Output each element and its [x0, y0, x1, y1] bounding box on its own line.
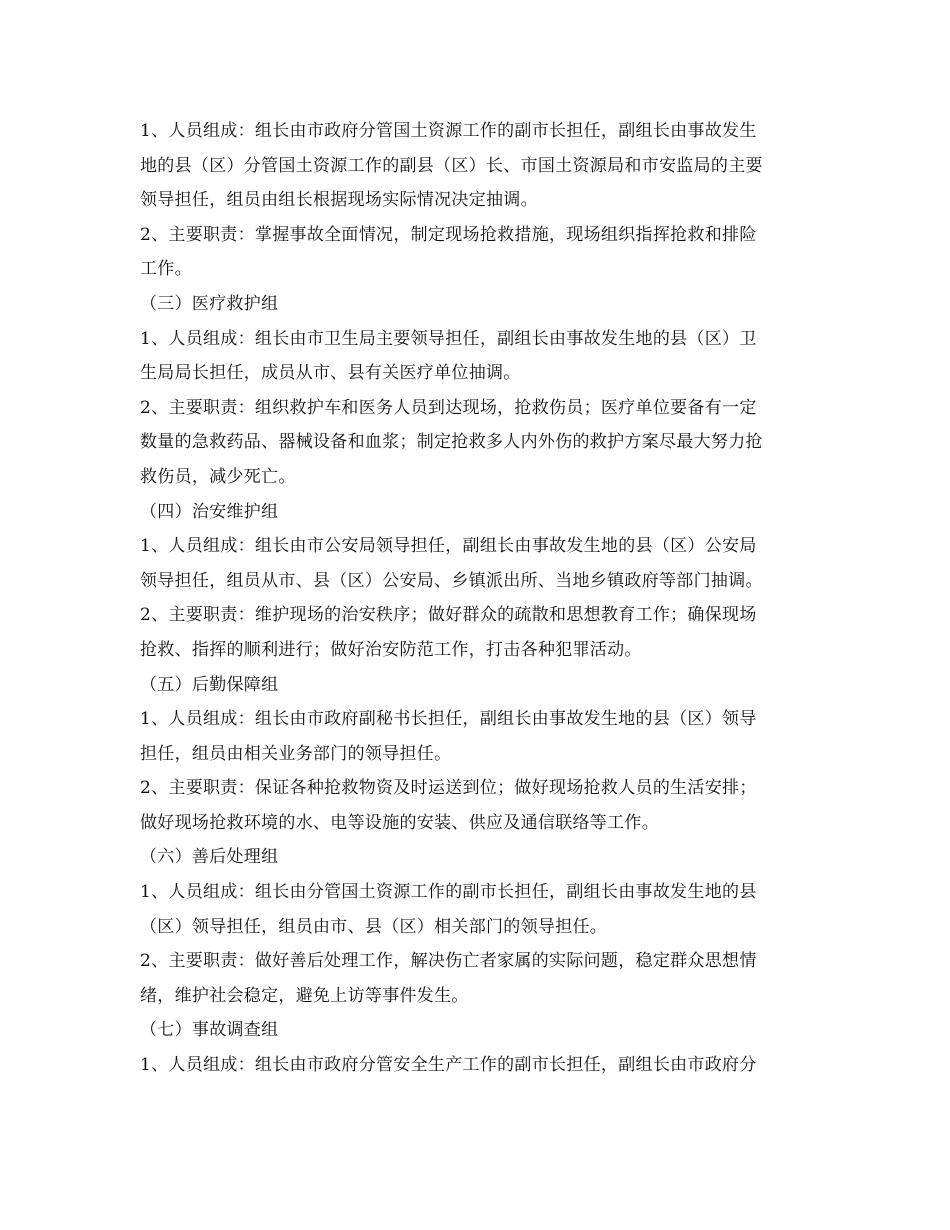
- paragraph-line: 1、人员组成：组长由市政府分管安全生产工作的副市长担任，副组长由市政府分: [140, 1055, 757, 1076]
- paragraph-line: 数量的急救药品、器械设备和血浆；制定抢救多人内外伤的救护方案尽最大努力抢: [140, 432, 763, 453]
- paragraph-line: 2、主要职责：维护现场的治安秩序；做好群众的疏散和思想教育工作；确保现场: [140, 605, 757, 626]
- paragraph-line: 2、主要职责：做好善后处理工作，解决伤亡者家属的实际问题，稳定群众思想情: [140, 951, 757, 972]
- paragraph-line: 2、主要职责：组织救护车和医务人员到达现场，抢救伤员；医疗单位要备有一定: [140, 397, 757, 418]
- paragraph-line: 领导担任，组员从市、县（区）公安局、乡镇派出所、当地乡镇政府等部门抽调。: [140, 570, 763, 591]
- paragraph-line: 生局局长担任，成员从市、县有关医疗单位抽调。: [140, 363, 521, 384]
- paragraph-line: 2、主要职责：保证各种抢救物资及时运送到位；做好现场抢救人员的生活安排；: [140, 778, 757, 799]
- paragraph-line: 抢救、指挥的顺利进行；做好治安防范工作，打击各种犯罪活动。: [140, 639, 642, 660]
- paragraph-line: 2、主要职责：掌握事故全面情况，制定现场抢救措施，现场组织指挥抢救和排险: [140, 224, 757, 245]
- section-heading: （三）医疗救护组: [140, 293, 279, 314]
- paragraph-line: 担任，组员由相关业务部门的领导担任。: [140, 743, 452, 764]
- paragraph-line: 绪，维护社会稳定，避免上访等事件发生。: [140, 985, 469, 1006]
- paragraph-line: 1、人员组成：组长由市卫生局主要领导担任，副组长由事故发生地的县（区）卫: [140, 328, 757, 349]
- paragraph-line: 领导担任，组员由组长根据现场实际情况决定抽调。: [140, 190, 538, 211]
- section-heading: （六）善后处理组: [140, 847, 279, 868]
- paragraph-line: 做好现场抢救环境的水、电等设施的安装、供应及通信联络等工作。: [140, 812, 659, 833]
- paragraph-line: 地的县（区）分管国土资源工作的副县（区）长、市国土资源局和市安监局的主要: [140, 155, 763, 176]
- section-heading: （七）事故调查组: [140, 1020, 279, 1041]
- paragraph-line: 1、人员组成：组长由市公安局领导担任，副组长由事故发生地的县（区）公安局: [140, 536, 757, 557]
- paragraph-line: 1、人员组成：组长由分管国土资源工作的副市长担任，副组长由事故发生地的县: [140, 882, 757, 903]
- section-heading: （五）后勤保障组: [140, 674, 279, 695]
- paragraph-line: 工作。: [140, 259, 192, 280]
- document-body: [140, 114, 820, 1083]
- paragraph-line: （区）领导担任，组员由市、县（区）相关部门的领导担任。: [140, 916, 608, 937]
- paragraph-line: 救伤员，减少死亡。: [140, 466, 296, 487]
- paragraph-line: 1、人员组成：组长由市政府副秘书长担任，副组长由事故发生地的县（区）领导: [140, 709, 757, 730]
- paragraph-line: 1、人员组成：组长由市政府分管国土资源工作的副市长担任，副组长由事故发生: [140, 121, 757, 141]
- section-heading: （四）治安维护组: [140, 501, 279, 522]
